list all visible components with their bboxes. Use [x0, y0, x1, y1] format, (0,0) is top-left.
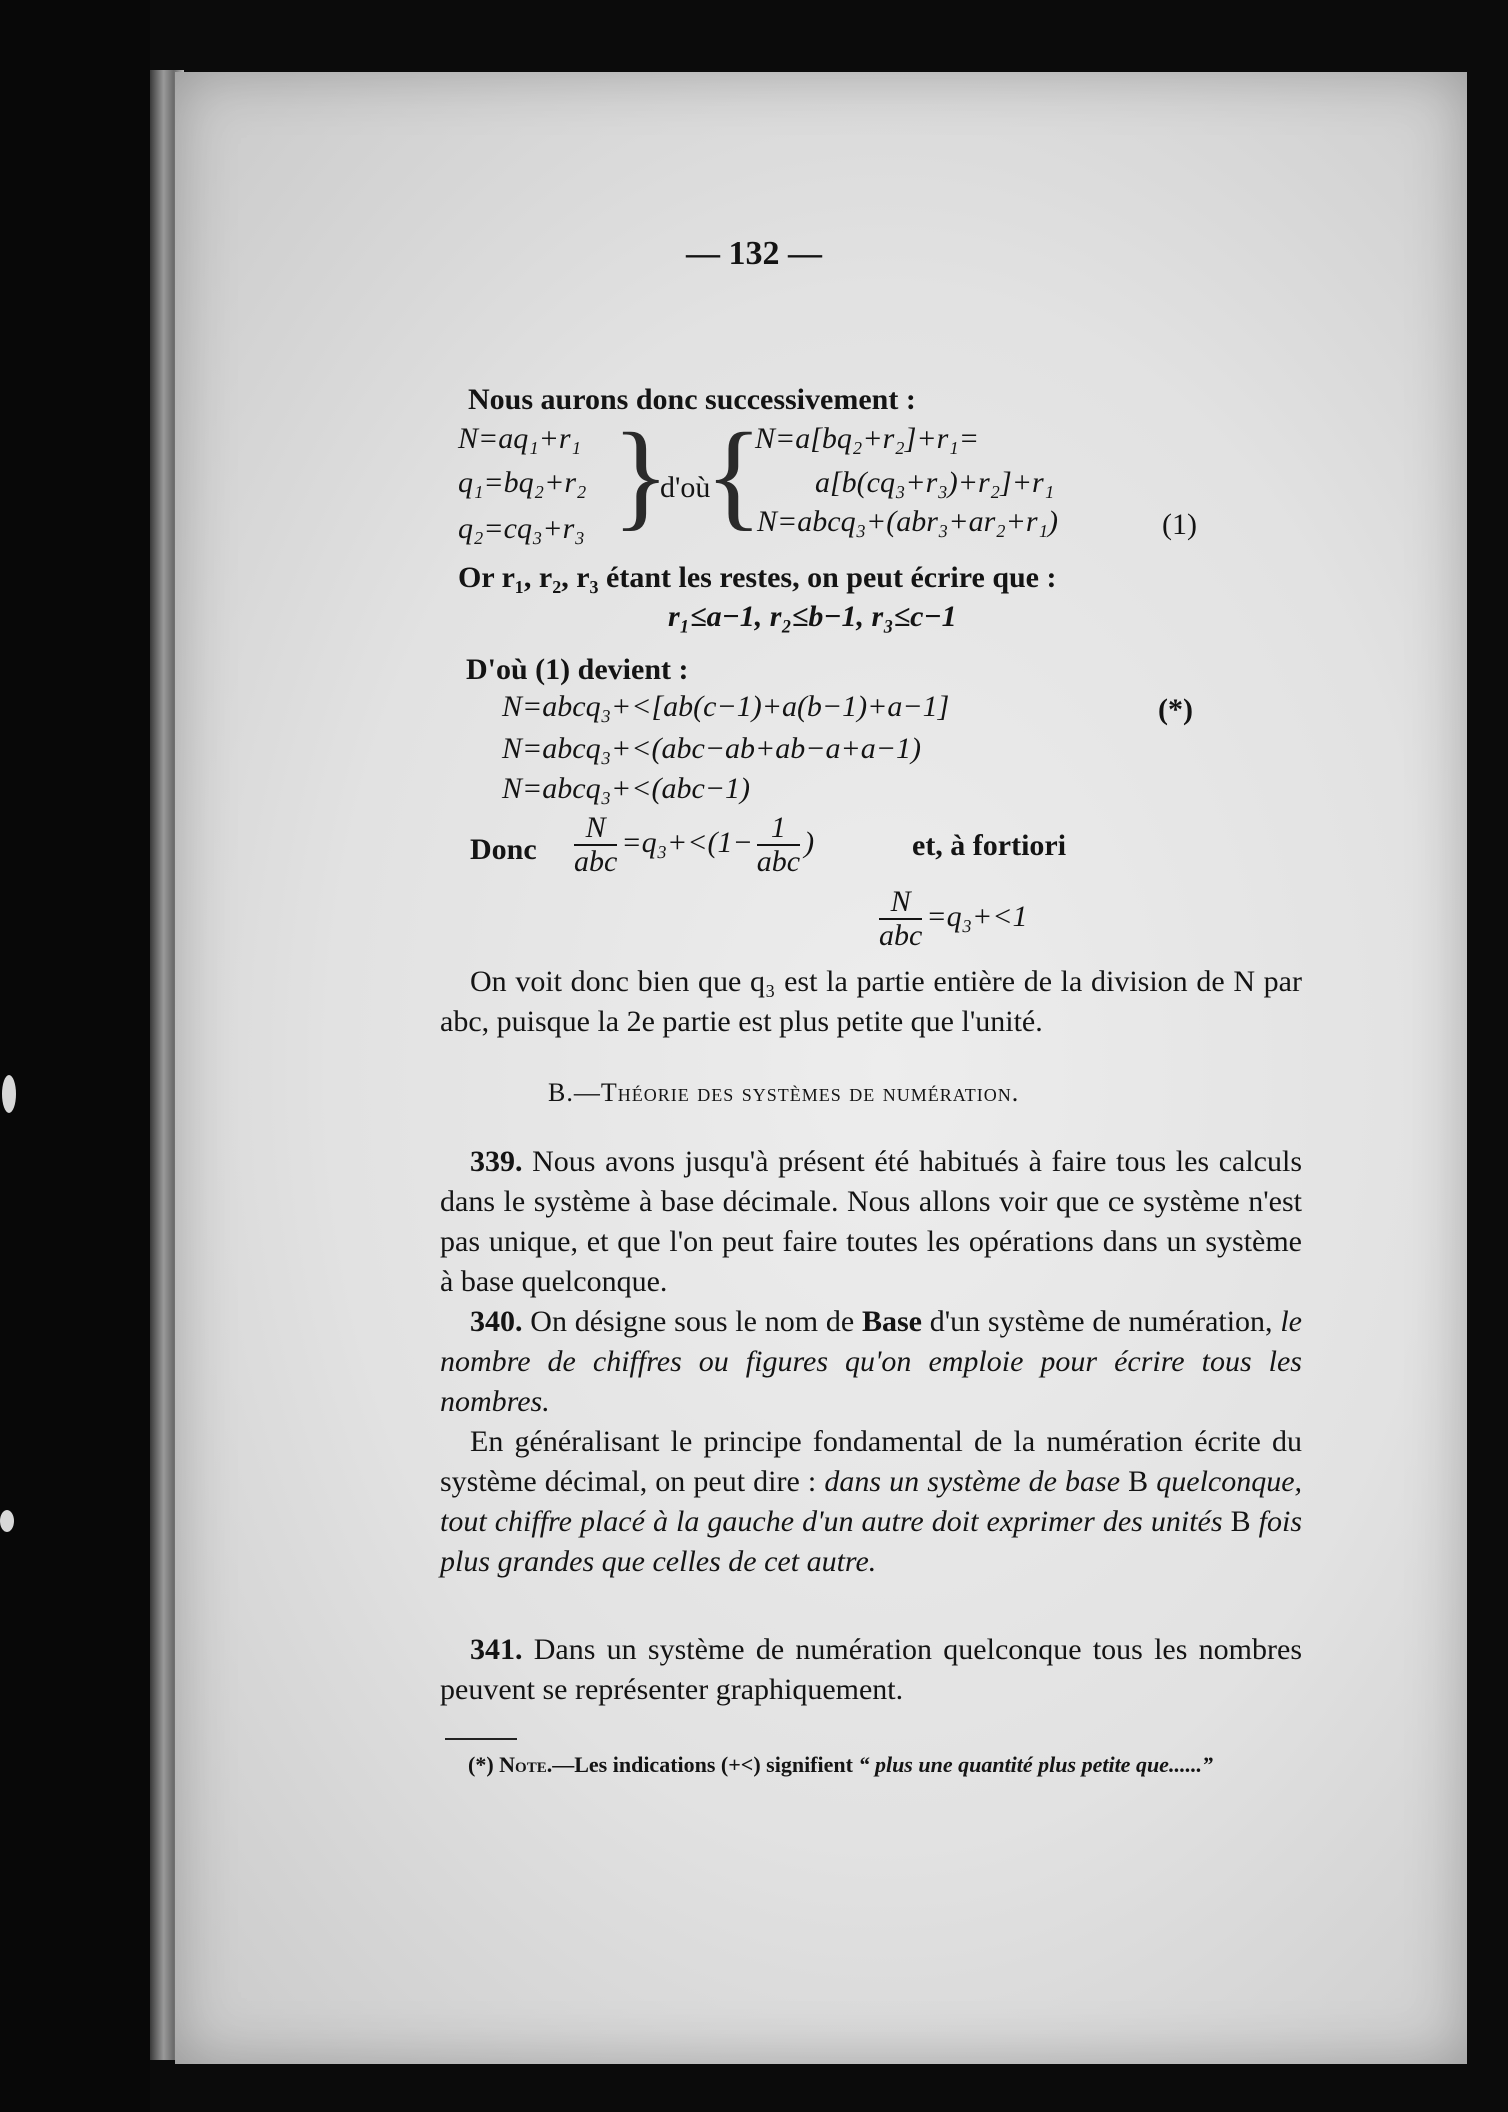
left-brace: { [705, 408, 763, 541]
paragraph-339: 339. Nous avons jusqu'à présent été habitués à faire tous les calculs dans le système à base décimale. Nous allons voir que ce système n'est pas unique, et que l'on peut faire toutes les opérations dans un système à base quelconque. [440, 1145, 1302, 1298]
film-mark [0, 1510, 14, 1532]
equation-line-2: N=abcq₃+<(abc−ab+ab−a+a−1) [502, 732, 922, 765]
star-label: (*) [1158, 693, 1193, 726]
system-left-3: q₂=cq₃+r₃ [458, 512, 585, 545]
conclusion-paragraph: On voit donc bien que q₃ est la partie entière de la division de N par abc, puisque la 2e partie est plus petite que l'unité. [440, 965, 1302, 1038]
fortiori-expression: $\frac{N}{\text{abc}}$ =q₃+<1 [879, 885, 1028, 952]
footnote-rule [445, 1738, 517, 1740]
fraction-one-abc: $\frac{1}{\text{abc}}$ [756, 811, 801, 878]
system-right-1: N=a[bq₂+r₂]+r₁= [755, 422, 979, 455]
or-line: Or r₁, r₂, r₃ étant les restes, on peut écrire que : [458, 561, 1057, 594]
system-left-1: N=aq₁+r₁ [458, 422, 582, 455]
system-right-3: N=abcq₃+(abr₃+ar₂+r₁) [757, 505, 1059, 538]
equation-label-1: (1) [1162, 508, 1197, 541]
intro-line: Nous aurons donc successivement : [468, 383, 916, 416]
footnote: (*) Note.—Les indications (+<) signifient “ plus une quantité plus petite que......” [468, 1752, 1213, 1777]
film-edge [0, 0, 150, 2112]
fraction-n-abc: $\frac{N}{\text{abc}}$ [574, 811, 618, 878]
paragraph-341: 341. Dans un système de numération quelconque tous les nombres peuvent se représenter graphiquement. [440, 1633, 1302, 1706]
film-mark [2, 1075, 16, 1113]
donc-label: Donc [470, 833, 537, 866]
paragraph-340-continued: En généralisant le principe fondamental de la numération écrite du système décimal, on peut dire : dans un système de base B quelconque, tout chiffre placé à la gauche d'un autre doit exprimer des unités B fois plus grandes que celles de cet autre. [440, 1425, 1303, 1578]
page-number: — 132 — [686, 235, 822, 272]
system-left-2: q₁=bq₂+r₂ [458, 466, 587, 499]
fraction-n-abc-2: $\frac{N}{\text{abc}}$ [879, 885, 923, 952]
dou-label: d'où [660, 471, 711, 504]
system-right-2: a[b(cq₃+r₃)+r₂]+r₁ [815, 466, 1055, 499]
dou-devient: D'où (1) devient : [466, 653, 689, 686]
equation-line-3: N=abcq₃+<(abc−1) [502, 772, 751, 805]
inequalities: r₁≤a−1, r₂≤b−1, r₃≤c−1 [668, 600, 957, 633]
section-heading: B.—Théorie des systèmes de numération. [548, 1078, 1020, 1107]
a-fortiori: et, à fortiori [912, 829, 1067, 862]
paragraph-340: 340. On désigne sous le nom de Base d'un système de numération, le nombre de chiffres ou figures qu'on emploie pour écrire tous les nombres. [440, 1305, 1302, 1418]
right-brace: } [612, 408, 670, 541]
equation-line-1: N=abcq₃+<[ab(c−1)+a(b−1)+a−1] [502, 690, 950, 723]
donc-expression: $\frac{N}{\text{abc}}$ =q₃+<(1− $\frac{1}{\text{abc}}$ ) [574, 811, 815, 878]
